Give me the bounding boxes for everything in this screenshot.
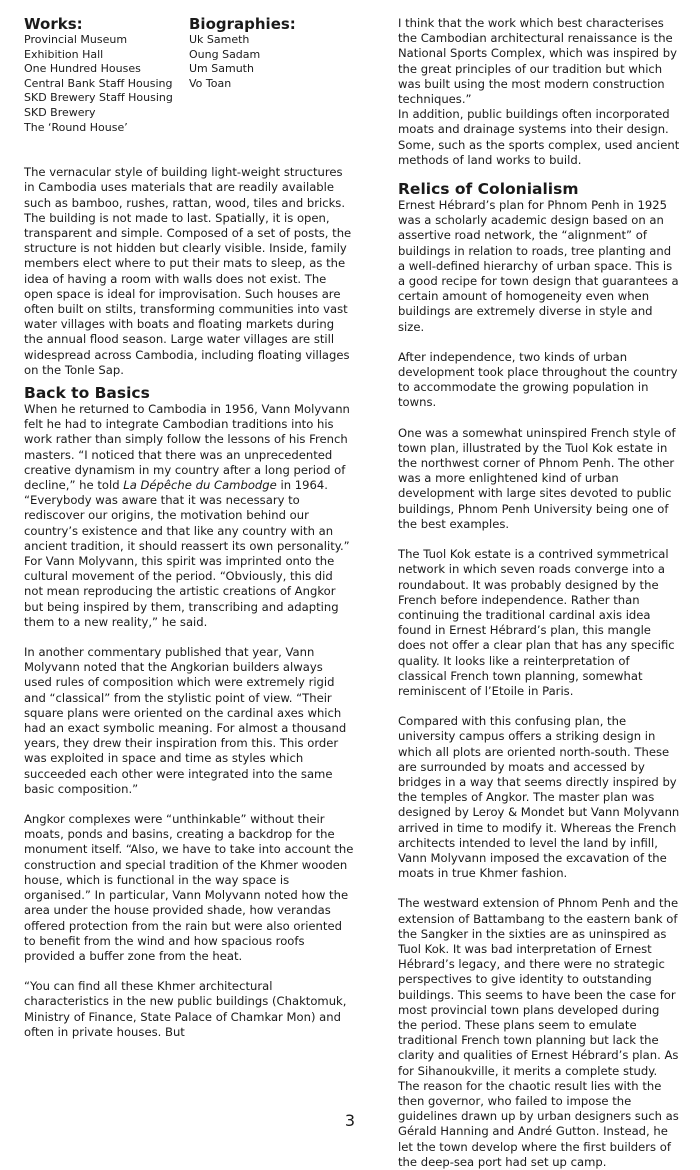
quote-text: in 1964. “Everybody was aware that it was necessary to rediscover our origins, the motivation behind our country’s existence and that like any country with an ancient tradition, it should reassert its own personality.” For Vann Molyvann, this spirit was imprinted onto the cultural movement of the period. “Obviously, this did not mean reproducing the artistic creations of Angkor but being inspired by them, transcribing and adapting them to a new reality,” he said.: [24, 478, 350, 629]
biography-item: Uk Sameth: [189, 33, 250, 46]
works-biographies-lists: [24, 16, 354, 135]
biography-item: Um Samuth: [189, 62, 254, 76]
page-number: 3: [344, 1111, 356, 1130]
body-paragraph: After independence, two kinds of urban development took place throughout the country to accommodate the growing population in towns.: [398, 349, 678, 410]
body-paragraph: In another commentary published that year, Vann Molyvann noted that the Angkorian builders always used rules of composition which were extremely rigid and “classical” from the stylistic point of view. “Their square plans were oriented on the cardinal axes which had an exact symbolic meaning. For almost a thousand years, they drew their inspiration from this. This order was exploited in space and time as styles which succeeded each other were integrated into the same basic composition.”: [24, 645, 347, 796]
left-column: [24, 16, 354, 1040]
biographies-title: Biographies:: [189, 15, 296, 33]
works-title: Works:: [24, 15, 83, 33]
biographies-list: [189, 16, 354, 135]
intro-paragraph: The vernacular style of building light-weight structures in Cambodia uses materials that are readily available such as bamboo, rushes, rattan, wood, tiles and bricks. The building is not made to last. Spatially, it is open, transparent and simple. Composed of a set of posts, the structure is not hidden but clearly visible. Inside, family members elect where to put their mats to sleep, as the idea of having a room with walls does not exist. The open space is ideal for improvisation. Such houses are often built on stilts, transforming communities into vast water villages with boats and floating markets during the annual flood season. Large water villages are still widespread across Cambodia, including floating villages on the Tonle Sap.: [24, 165, 352, 377]
body-paragraph: One was a somewhat uninspired French style of town plan, illustrated by the Tuol Kok estate in the northwest corner of Phnom Penh. The other was a more enlightened kind of urban development with large sites devoted to public buildings, Phnom Penh University being one of the best examples.: [398, 425, 676, 531]
body-paragraph: Angkor complexes were “unthinkable” without their moats, ponds and basins, creating a backdrop for the monument itself. “Also, we have to take into account the construction and special tradition of the Khmer wooden house, which is functional in the way space is organised.” In particular, Vann Molyvann noted how the area under the house provided shade, how verandas offered protection from the rain but were also oriented to benefit from the wind and how spacious roofs provided a buffer zone from the heat.: [24, 812, 354, 963]
biography-item: Oung Sadam: [189, 47, 261, 61]
body-paragraph: In addition, public buildings often incorporated moats and drainage systems into their design. Some, such as the sports complex, used ancient methods of land works to build.: [398, 107, 680, 167]
body-paragraph: The Tuol Kok estate is a contrived symmetrical network in which seven roads converge into a roundabout. It was probably designed by the French before independence. Rather than continuing the traditional cardinal axis idea found in Ernest Hébrard’s plan, this mangle does not offer a clear plan that has any specific quality. It looks like a reinterpretation of classical French town planning, somewhat reminiscent of l’Etoile in Paris.: [398, 547, 675, 698]
works-list: [24, 16, 189, 135]
body-paragraph: Ernest Hébrard’s plan for Phnom Penh in 1925 was a scholarly academic design based on an assertive road network, the “alignment” of buildings in relation to roads, tree planting and a well-defined hierarchy of urban space. This is a good recipe for town design that guarantees a certain amount of homogeneity even when buildings are extremely diverse in style and size.: [398, 198, 679, 334]
body-paragraph: “You can find all these Khmer architectural characteristics in the new public buildings (Chaktomuk, Ministry of Finance, State Palace of Chamkar Mon) and often in private houses. But: [24, 979, 347, 1039]
back-to-basics-heading: Back to Basics: [24, 384, 150, 402]
publication-title: La Dépêche du Cambodge: [123, 478, 277, 493]
works-item: Exhibition Hall: [24, 47, 104, 61]
right-column: [398, 16, 680, 1170]
relics-of-colonialism-heading: Relics of Colonialism: [398, 180, 579, 199]
works-item: Central Bank Staff Housing: [24, 76, 173, 90]
quote-text: When he returned to Cambodia in 1956, Vann Molyvann felt he had to integrate Cambodian traditions into his work rather than simply follow the lessons of his French masters. “I noticed that there was an unprecedented creative dynamism in my country after a long period of decline,” he told: [24, 402, 350, 493]
body-paragraph: The westward extension of Phnom Penh and the extension of Battambang to the eastern bank of the Sangker in the sixties are as uninspired as Tuol Kok. It was bad interpretation of Ernest Hébrard’s legacy, and there were no strategic perspectives to give identity to outstanding buildings. This seems to have been the case for most provincial town plans developed during the period. These plans seem to emulate traditional French town planning but lack the clarity and qualities of Ernest Hébrard’s plan. As for Sihanoukville, it merits a complete study. The reason for the chaotic result lies with the then governor, who failed to impose the guidelines drawn up by urban designers such as Gérald Hanning and André Gutton. Instead, he let the town develop where the first builders of the deep-sea port had set up camp.: [398, 896, 679, 1169]
works-item: SKD Brewery Staff Housing: [24, 91, 173, 105]
biography-item: Vo Toan: [189, 76, 232, 90]
works-item: One Hundred Houses: [24, 62, 141, 76]
body-paragraph: Compared with this confusing plan, the university campus offers a striking design in which all plots are oriented north-south. These are surrounded by moats and accessed by bridges in a way that seems directly inspired by the temples of Angkor. The master plan was designed by Leroy & Mondet but Vann Molyvann arrived in time to modify it. Whereas the French architects intended to level the land by infill, Vann Molyvann imposed the excavation of the moats in true Khmer fashion.: [398, 714, 680, 881]
works-item: SKD Brewery: [24, 105, 96, 119]
works-item: Provincial Museum: [24, 33, 128, 46]
body-paragraph: [24, 402, 354, 630]
body-paragraph: I think that the work which best characterises the Cambodian architectural renaissance is the National Sports Complex, which was inspired by the great principles of our tradition but which was built using the most modern construction techniques.”: [398, 16, 677, 107]
works-item: The ‘Round House’: [24, 120, 128, 134]
